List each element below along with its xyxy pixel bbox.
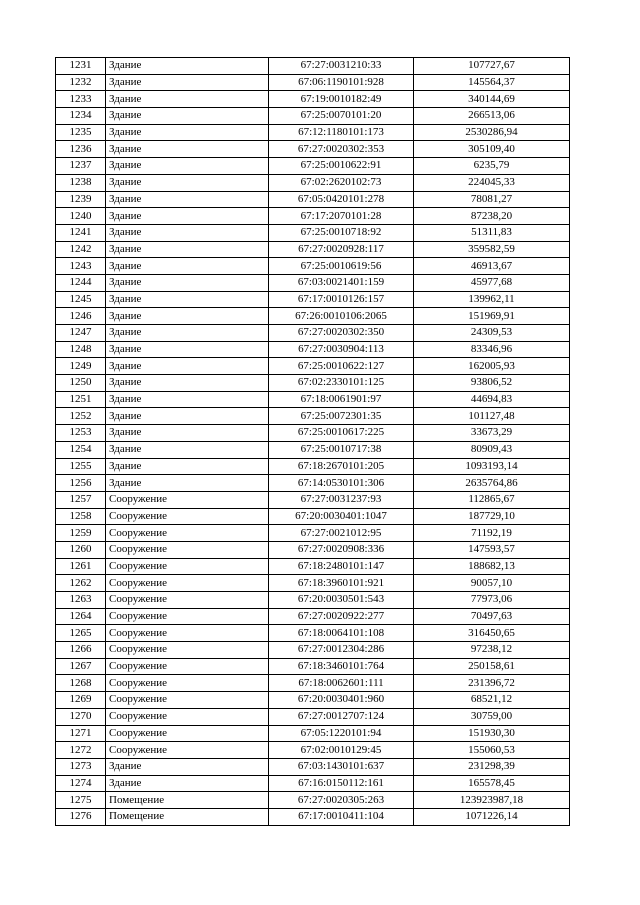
object-type-cell: Здание xyxy=(106,174,269,191)
cadastral-value-cell: 139962,11 xyxy=(414,291,570,308)
object-type-cell: Сооружение xyxy=(106,491,269,508)
cadastral-number-cell: 67:27:0012707:124 xyxy=(269,708,414,725)
table-row xyxy=(56,141,570,158)
table-row xyxy=(56,541,570,558)
cadastral-value-cell: 151969,91 xyxy=(414,308,570,325)
object-type-cell: Здание xyxy=(106,258,269,275)
cadastral-value-cell: 155060,53 xyxy=(414,742,570,759)
table-row xyxy=(56,475,570,492)
table-row xyxy=(56,375,570,392)
object-type-cell: Здание xyxy=(106,158,269,175)
cadastral-value-cell: 70497,63 xyxy=(414,608,570,625)
object-type-cell: Здание xyxy=(106,108,269,125)
cadastral-value-cell: 44694,83 xyxy=(414,391,570,408)
cadastral-value-cell: 112865,67 xyxy=(414,491,570,508)
cadastral-number-cell: 67:25:0010622:91 xyxy=(269,158,414,175)
row-number-cell: 1239 xyxy=(56,191,106,208)
row-number-cell: 1236 xyxy=(56,141,106,158)
row-number-cell: 1250 xyxy=(56,375,106,392)
cadastral-number-cell: 67:27:0020928:117 xyxy=(269,241,414,258)
cadastral-value-cell: 188682,13 xyxy=(414,558,570,575)
cadastral-number-cell: 67:05:1220101:94 xyxy=(269,725,414,742)
cadastral-value-cell: 46913,67 xyxy=(414,258,570,275)
object-type-cell: Сооружение xyxy=(106,608,269,625)
row-number-cell: 1245 xyxy=(56,291,106,308)
row-number-cell: 1269 xyxy=(56,692,106,709)
object-type-cell: Здание xyxy=(106,441,269,458)
cadastral-value-cell: 51311,83 xyxy=(414,224,570,241)
table-row xyxy=(56,241,570,258)
cadastral-number-cell: 67:02:2330101:125 xyxy=(269,375,414,392)
table-row xyxy=(56,158,570,175)
row-number-cell: 1231 xyxy=(56,58,106,75)
object-type-cell: Здание xyxy=(106,325,269,342)
cadastral-number-cell: 67:17:0010411:104 xyxy=(269,808,414,825)
row-number-cell: 1272 xyxy=(56,742,106,759)
row-number-cell: 1268 xyxy=(56,675,106,692)
table-row xyxy=(56,291,570,308)
row-number-cell: 1246 xyxy=(56,308,106,325)
object-type-cell: Здание xyxy=(106,58,269,75)
cadastral-number-cell: 67:17:2070101:28 xyxy=(269,208,414,225)
cadastral-number-cell: 67:18:0061901:97 xyxy=(269,391,414,408)
object-type-cell: Здание xyxy=(106,375,269,392)
cadastral-value-cell: 1093193,14 xyxy=(414,458,570,475)
cadastral-number-cell: 67:02:0010129:45 xyxy=(269,742,414,759)
cadastral-number-cell: 67:17:0010126:157 xyxy=(269,291,414,308)
row-number-cell: 1252 xyxy=(56,408,106,425)
cadastral-value-cell: 151930,30 xyxy=(414,725,570,742)
table-body xyxy=(56,58,570,826)
cadastral-number-cell: 67:18:0064101:108 xyxy=(269,625,414,642)
cadastral-number-cell: 67:27:0031237:93 xyxy=(269,491,414,508)
object-type-cell: Помещение xyxy=(106,792,269,809)
table-row xyxy=(56,124,570,141)
row-number-cell: 1243 xyxy=(56,258,106,275)
object-type-cell: Здание xyxy=(106,775,269,792)
cadastral-number-cell: 67:27:0012304:286 xyxy=(269,642,414,659)
table-row xyxy=(56,208,570,225)
object-type-cell: Здание xyxy=(106,391,269,408)
cadastral-number-cell: 67:25:0010617:225 xyxy=(269,425,414,442)
table-row xyxy=(56,74,570,91)
cadastral-number-cell: 67:12:1180101:173 xyxy=(269,124,414,141)
table-row xyxy=(56,608,570,625)
cadastral-number-cell: 67:18:3460101:764 xyxy=(269,658,414,675)
cadastral-value-cell: 316450,65 xyxy=(414,625,570,642)
row-number-cell: 1244 xyxy=(56,274,106,291)
table-row xyxy=(56,91,570,108)
table-row xyxy=(56,458,570,475)
table-row xyxy=(56,258,570,275)
object-type-cell: Сооружение xyxy=(106,625,269,642)
object-type-cell: Сооружение xyxy=(106,675,269,692)
row-number-cell: 1276 xyxy=(56,808,106,825)
row-number-cell: 1265 xyxy=(56,625,106,642)
object-type-cell: Здание xyxy=(106,408,269,425)
cadastral-number-cell: 67:05:0420101:278 xyxy=(269,191,414,208)
table-row xyxy=(56,558,570,575)
row-number-cell: 1253 xyxy=(56,425,106,442)
cadastral-value-cell: 231298,39 xyxy=(414,758,570,775)
row-number-cell: 1255 xyxy=(56,458,106,475)
cadastral-number-cell: 67:25:0010619:56 xyxy=(269,258,414,275)
cadastral-value-cell: 71192,19 xyxy=(414,525,570,542)
object-type-cell: Здание xyxy=(106,274,269,291)
table-row xyxy=(56,191,570,208)
cadastral-number-cell: 67:20:0030401:1047 xyxy=(269,508,414,525)
table-row xyxy=(56,675,570,692)
cadastral-value-cell: 90057,10 xyxy=(414,575,570,592)
table-row xyxy=(56,792,570,809)
row-number-cell: 1249 xyxy=(56,358,106,375)
cadastral-number-cell: 67:16:0150112:161 xyxy=(269,775,414,792)
cadastral-value-cell: 359582,59 xyxy=(414,241,570,258)
table-row xyxy=(56,308,570,325)
cadastral-value-cell: 45977,68 xyxy=(414,274,570,291)
row-number-cell: 1247 xyxy=(56,325,106,342)
table-row xyxy=(56,174,570,191)
row-number-cell: 1264 xyxy=(56,608,106,625)
table-row xyxy=(56,341,570,358)
row-number-cell: 1257 xyxy=(56,491,106,508)
cadastral-number-cell: 67:19:0010182:49 xyxy=(269,91,414,108)
row-number-cell: 1256 xyxy=(56,475,106,492)
object-type-cell: Здание xyxy=(106,124,269,141)
row-number-cell: 1262 xyxy=(56,575,106,592)
table-row xyxy=(56,742,570,759)
object-type-cell: Здание xyxy=(106,241,269,258)
table-row xyxy=(56,708,570,725)
cadastral-value-table xyxy=(55,57,570,826)
table-row xyxy=(56,58,570,75)
row-number-cell: 1258 xyxy=(56,508,106,525)
cadastral-number-cell: 67:03:1430101:637 xyxy=(269,758,414,775)
object-type-cell: Здание xyxy=(106,191,269,208)
cadastral-value-cell: 97238,12 xyxy=(414,642,570,659)
cadastral-value-cell: 1071226,14 xyxy=(414,808,570,825)
cadastral-value-cell: 83346,96 xyxy=(414,341,570,358)
table-row xyxy=(56,525,570,542)
object-type-cell: Сооружение xyxy=(106,541,269,558)
object-type-cell: Здание xyxy=(106,458,269,475)
cadastral-number-cell: 67:25:0072301:35 xyxy=(269,408,414,425)
cadastral-value-cell: 340144,69 xyxy=(414,91,570,108)
cadastral-value-cell: 231396,72 xyxy=(414,675,570,692)
cadastral-number-cell: 67:06:1190101:928 xyxy=(269,74,414,91)
object-type-cell: Здание xyxy=(106,224,269,241)
table-row xyxy=(56,625,570,642)
object-type-cell: Сооружение xyxy=(106,592,269,609)
table-row xyxy=(56,408,570,425)
table-row xyxy=(56,592,570,609)
object-type-cell: Здание xyxy=(106,425,269,442)
cadastral-number-cell: 67:03:0021401:159 xyxy=(269,274,414,291)
table-row xyxy=(56,808,570,825)
cadastral-number-cell: 67:27:0031210:33 xyxy=(269,58,414,75)
object-type-cell: Сооружение xyxy=(106,642,269,659)
table-row xyxy=(56,358,570,375)
cadastral-value-cell: 24309,53 xyxy=(414,325,570,342)
row-number-cell: 1261 xyxy=(56,558,106,575)
row-number-cell: 1254 xyxy=(56,441,106,458)
row-number-cell: 1260 xyxy=(56,541,106,558)
cadastral-value-cell: 2530286,94 xyxy=(414,124,570,141)
cadastral-number-cell: 67:27:0020302:353 xyxy=(269,141,414,158)
row-number-cell: 1242 xyxy=(56,241,106,258)
cadastral-value-cell: 187729,10 xyxy=(414,508,570,525)
table-row xyxy=(56,508,570,525)
object-type-cell: Сооружение xyxy=(106,525,269,542)
object-type-cell: Здание xyxy=(106,91,269,108)
cadastral-number-cell: 67:20:0030401:960 xyxy=(269,692,414,709)
table-row xyxy=(56,491,570,508)
row-number-cell: 1275 xyxy=(56,792,106,809)
row-number-cell: 1259 xyxy=(56,525,106,542)
object-type-cell: Сооружение xyxy=(106,692,269,709)
row-number-cell: 1274 xyxy=(56,775,106,792)
object-type-cell: Сооружение xyxy=(106,742,269,759)
cadastral-value-cell: 162005,93 xyxy=(414,358,570,375)
cadastral-number-cell: 67:20:0030501:543 xyxy=(269,592,414,609)
row-number-cell: 1238 xyxy=(56,174,106,191)
object-type-cell: Здание xyxy=(106,74,269,91)
cadastral-number-cell: 67:18:3960101:921 xyxy=(269,575,414,592)
cadastral-number-cell: 67:27:0020305:263 xyxy=(269,792,414,809)
cadastral-value-cell: 165578,45 xyxy=(414,775,570,792)
row-number-cell: 1251 xyxy=(56,391,106,408)
row-number-cell: 1234 xyxy=(56,108,106,125)
table-row xyxy=(56,775,570,792)
cadastral-number-cell: 67:27:0020302:350 xyxy=(269,325,414,342)
object-type-cell: Здание xyxy=(106,758,269,775)
row-number-cell: 1237 xyxy=(56,158,106,175)
cadastral-value-cell: 78081,27 xyxy=(414,191,570,208)
table-row xyxy=(56,441,570,458)
cadastral-number-cell: 67:25:0070101:20 xyxy=(269,108,414,125)
table-row xyxy=(56,224,570,241)
object-type-cell: Здание xyxy=(106,141,269,158)
cadastral-number-cell: 67:27:0030904:113 xyxy=(269,341,414,358)
row-number-cell: 1235 xyxy=(56,124,106,141)
object-type-cell: Здание xyxy=(106,358,269,375)
row-number-cell: 1266 xyxy=(56,642,106,659)
cadastral-value-cell: 250158,61 xyxy=(414,658,570,675)
object-type-cell: Сооружение xyxy=(106,658,269,675)
cadastral-number-cell: 67:02:2620102:73 xyxy=(269,174,414,191)
table-row xyxy=(56,658,570,675)
table-row xyxy=(56,575,570,592)
cadastral-value-cell: 93806,52 xyxy=(414,375,570,392)
object-type-cell: Сооружение xyxy=(106,508,269,525)
cadastral-value-cell: 87238,20 xyxy=(414,208,570,225)
cadastral-value-cell: 6235,79 xyxy=(414,158,570,175)
cadastral-value-cell: 266513,06 xyxy=(414,108,570,125)
table-row xyxy=(56,108,570,125)
table-row xyxy=(56,391,570,408)
row-number-cell: 1241 xyxy=(56,224,106,241)
table-row xyxy=(56,325,570,342)
object-type-cell: Здание xyxy=(106,475,269,492)
cadastral-value-cell: 145564,37 xyxy=(414,74,570,91)
cadastral-number-cell: 67:26:0010106:2065 xyxy=(269,308,414,325)
table-row xyxy=(56,274,570,291)
row-number-cell: 1273 xyxy=(56,758,106,775)
cadastral-number-cell: 67:25:0010622:127 xyxy=(269,358,414,375)
object-type-cell: Здание xyxy=(106,291,269,308)
row-number-cell: 1271 xyxy=(56,725,106,742)
table-row xyxy=(56,725,570,742)
cadastral-value-cell: 77973,06 xyxy=(414,592,570,609)
row-number-cell: 1248 xyxy=(56,341,106,358)
object-type-cell: Сооружение xyxy=(106,558,269,575)
table-row xyxy=(56,692,570,709)
object-type-cell: Сооружение xyxy=(106,575,269,592)
object-type-cell: Здание xyxy=(106,208,269,225)
cadastral-number-cell: 67:25:0010717:38 xyxy=(269,441,414,458)
cadastral-number-cell: 67:14:0530101:306 xyxy=(269,475,414,492)
row-number-cell: 1270 xyxy=(56,708,106,725)
cadastral-value-cell: 30759,00 xyxy=(414,708,570,725)
cadastral-number-cell: 67:27:0021012:95 xyxy=(269,525,414,542)
cadastral-value-cell: 147593,57 xyxy=(414,541,570,558)
cadastral-number-cell: 67:18:2670101:205 xyxy=(269,458,414,475)
row-number-cell: 1233 xyxy=(56,91,106,108)
cadastral-value-cell: 123923987,18 xyxy=(414,792,570,809)
row-number-cell: 1267 xyxy=(56,658,106,675)
table-row xyxy=(56,642,570,659)
object-type-cell: Сооружение xyxy=(106,708,269,725)
cadastral-value-cell: 305109,40 xyxy=(414,141,570,158)
cadastral-value-cell: 107727,67 xyxy=(414,58,570,75)
cadastral-value-cell: 2635764,86 xyxy=(414,475,570,492)
row-number-cell: 1232 xyxy=(56,74,106,91)
cadastral-number-cell: 67:18:0062601:111 xyxy=(269,675,414,692)
cadastral-value-cell: 101127,48 xyxy=(414,408,570,425)
cadastral-value-cell: 33673,29 xyxy=(414,425,570,442)
document-page xyxy=(55,57,570,826)
cadastral-value-cell: 68521,12 xyxy=(414,692,570,709)
object-type-cell: Помещение xyxy=(106,808,269,825)
cadastral-value-cell: 80909,43 xyxy=(414,441,570,458)
cadastral-value-cell: 224045,33 xyxy=(414,174,570,191)
table-row xyxy=(56,758,570,775)
object-type-cell: Здание xyxy=(106,308,269,325)
object-type-cell: Сооружение xyxy=(106,725,269,742)
object-type-cell: Здание xyxy=(106,341,269,358)
table-row xyxy=(56,425,570,442)
row-number-cell: 1240 xyxy=(56,208,106,225)
row-number-cell: 1263 xyxy=(56,592,106,609)
cadastral-number-cell: 67:25:0010718:92 xyxy=(269,224,414,241)
cadastral-number-cell: 67:27:0020922:277 xyxy=(269,608,414,625)
cadastral-number-cell: 67:18:2480101:147 xyxy=(269,558,414,575)
cadastral-number-cell: 67:27:0020908:336 xyxy=(269,541,414,558)
